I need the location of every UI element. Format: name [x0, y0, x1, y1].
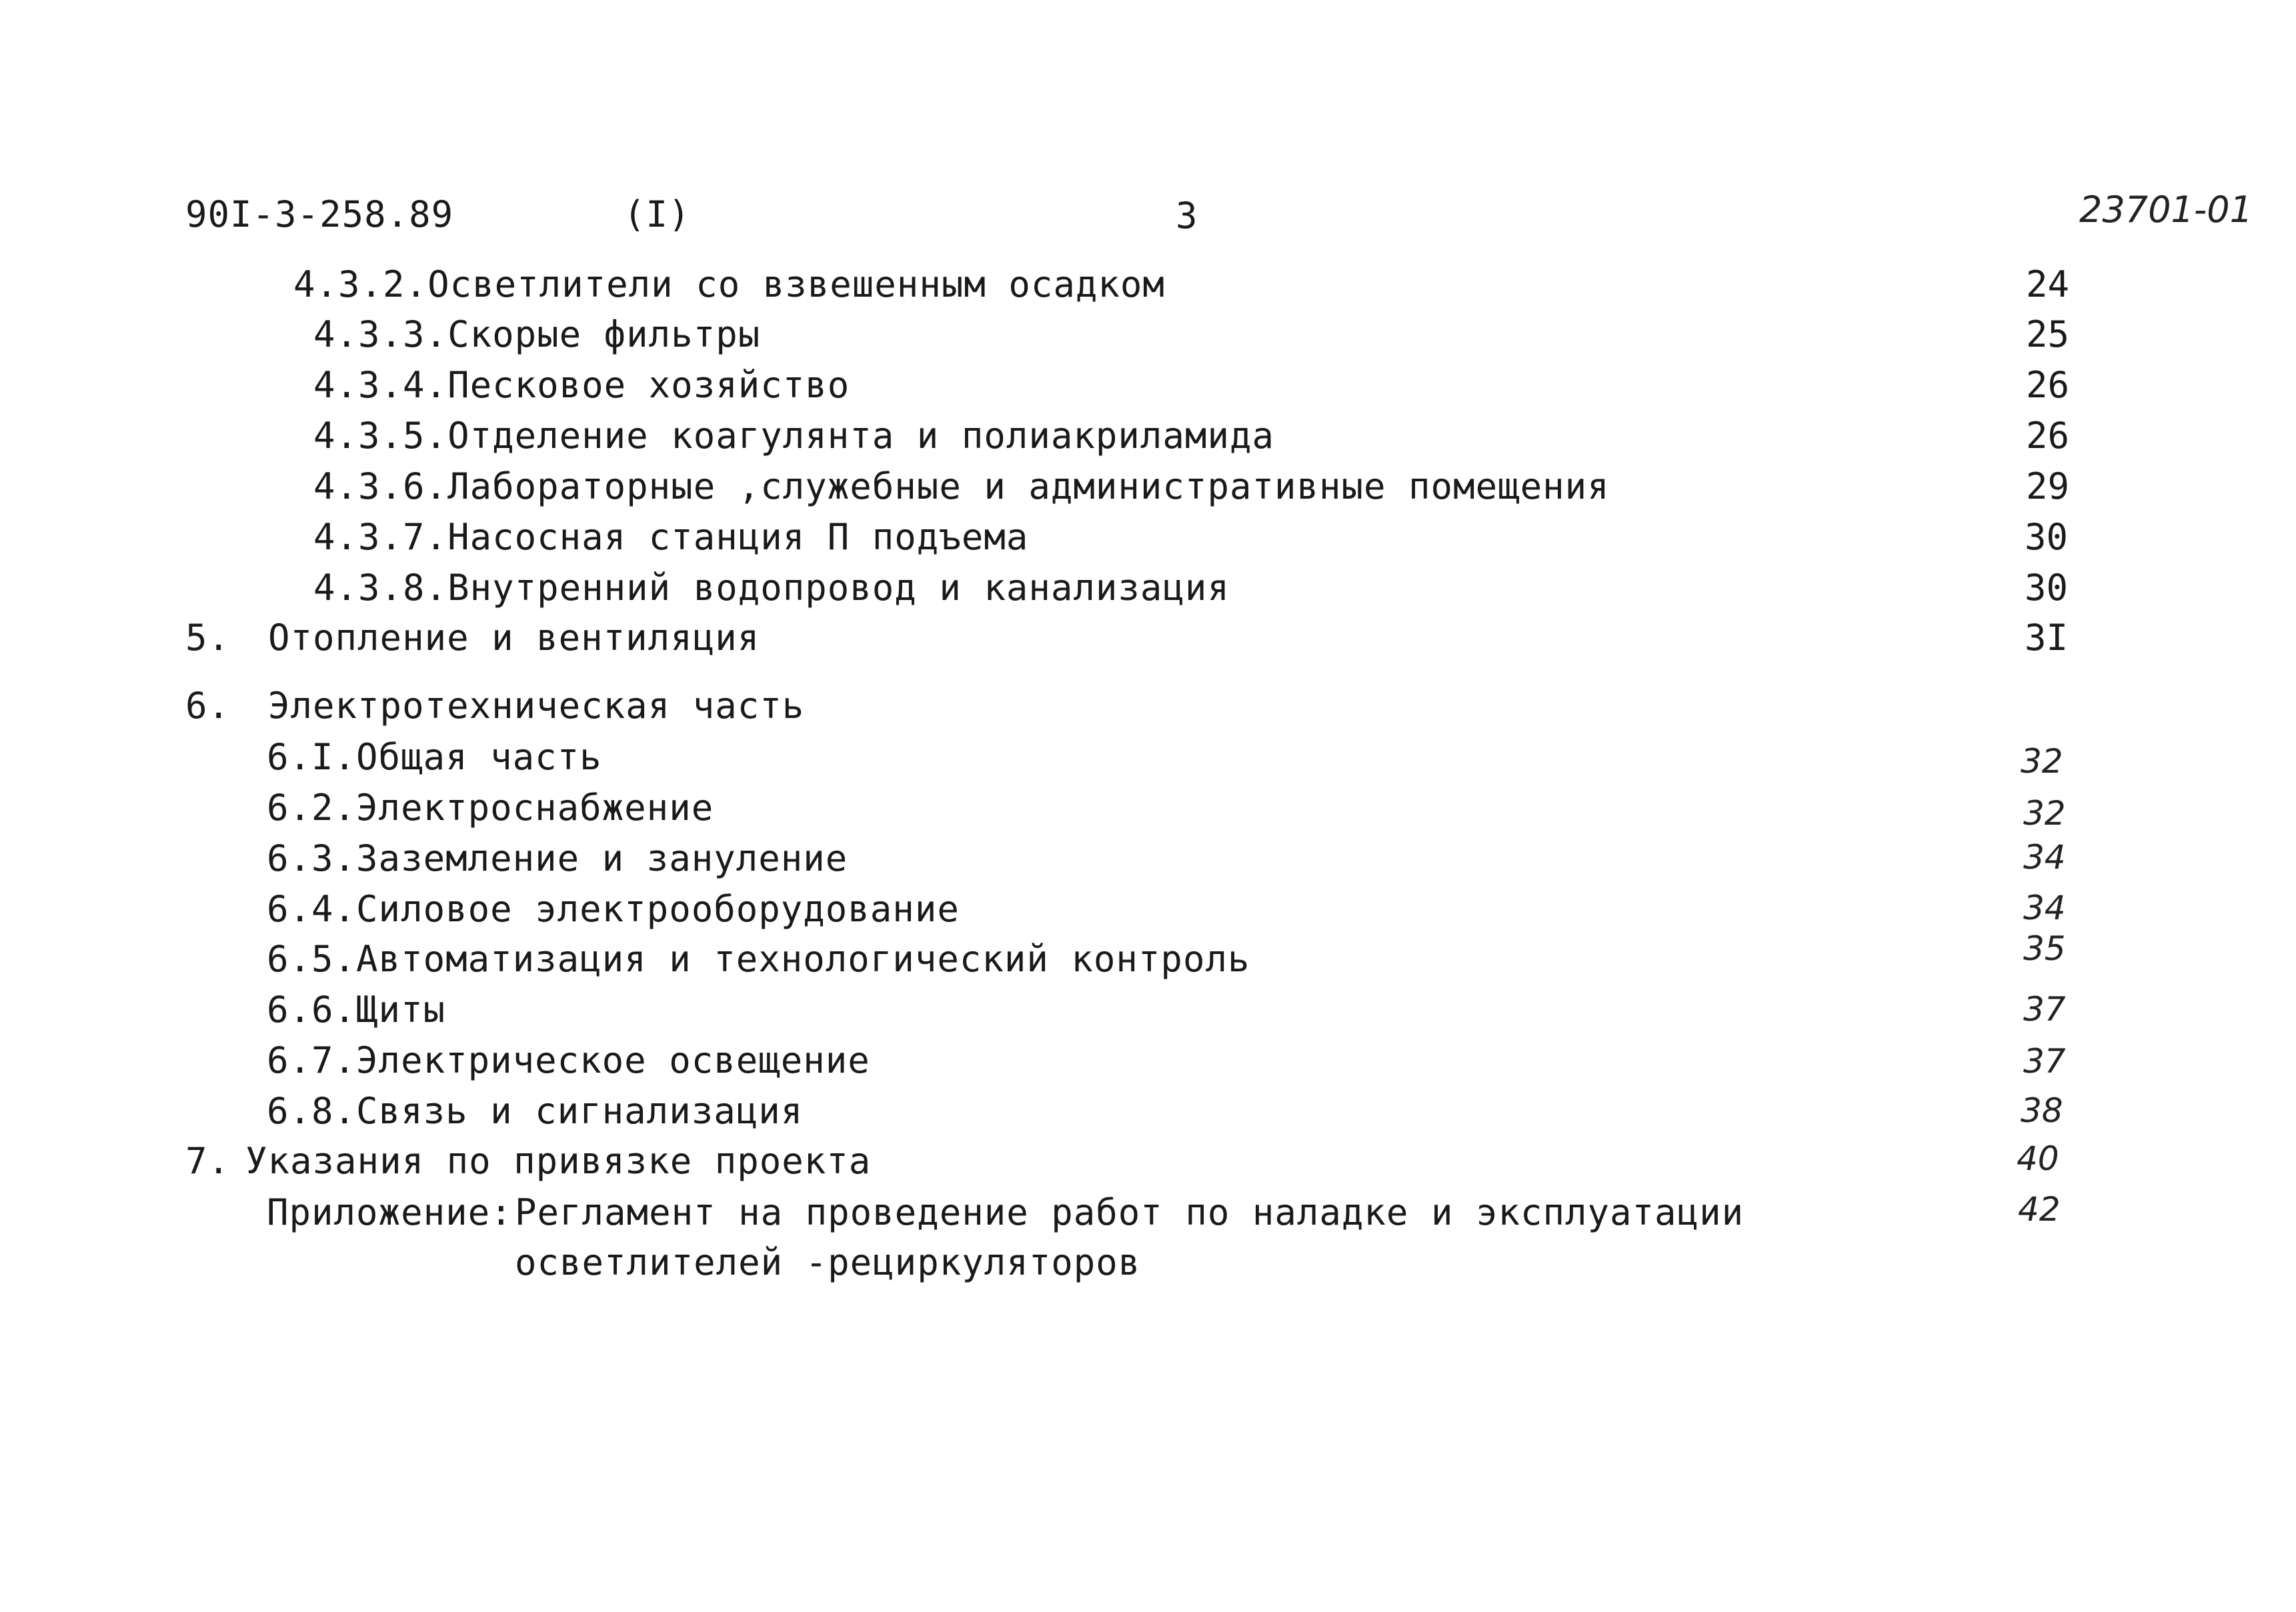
toc-entry-title: Электрическое освещение [356, 1039, 870, 1081]
toc-page-6-2: 32 [2023, 794, 2066, 833]
toc-entry-number: 6.6. [267, 989, 357, 1031]
toc-entry-title: Лабораторные ,служебные и административные помещения [447, 465, 1610, 507]
toc-entry-number: 6.7. [267, 1039, 357, 1081]
toc-entry-6-1 [267, 736, 602, 779]
toc-entry-6-4 [267, 888, 960, 931]
toc-entry-number: 4.3.8. [313, 567, 448, 609]
toc-entry-number: 4.3.6. [313, 465, 448, 507]
toc-page-7: 40 [2017, 1139, 2059, 1178]
toc-entry-number: 4.3.2. [293, 263, 428, 305]
toc-entry-6-title: Электротехническая часть [268, 685, 805, 727]
toc-entry-title: Осветлители со взвешенным осадком [427, 263, 1165, 305]
toc-entry-title: Внутренний водопровод и канализация [447, 567, 1230, 609]
toc-entry-title: Силовое электрооборудование [356, 888, 960, 930]
toc-entry-title: Автоматизация и технологический контроль [356, 938, 1250, 980]
appendix-label: Приложение: [267, 1191, 513, 1233]
toc-page-6-6: 37 [2023, 990, 2066, 1029]
toc-entry-title: Отделение коагулянта и полиакриламида [447, 415, 1274, 457]
appendix-page: 42 [2018, 1190, 2061, 1229]
appendix-title-line2: осветлителей -рециркуляторов [515, 1241, 1141, 1283]
toc-entry-6-3 [267, 837, 848, 880]
toc-entry-number: 6. [185, 685, 231, 727]
toc-entry-4-3-6 [313, 465, 1610, 508]
toc-entry-title: Электроснабжение [356, 787, 714, 829]
toc-entry-title: Насосная станция П подъема [447, 516, 1029, 558]
toc-page-6-8: 38 [2021, 1091, 2063, 1130]
toc-page-6-5: 35 [2023, 929, 2066, 968]
toc-entry-number: 6.8. [267, 1090, 357, 1132]
toc-page-4-3-6: 29 [2026, 465, 2070, 507]
volume-number: (I) [624, 193, 691, 235]
toc-page-6-4: 34 [2023, 889, 2066, 927]
doc-code: 90I-3-258.89 [185, 193, 454, 235]
toc-entry-6-5 [267, 938, 1250, 981]
toc-entry-5-title: Отопление и вентиляция [268, 617, 760, 659]
toc-entry-title: Общая часть [356, 736, 602, 778]
toc-entry-number: 4.3.5. [313, 415, 448, 457]
toc-page-4-3-3: 25 [2026, 313, 2070, 355]
toc-entry-number: 5. [185, 617, 231, 659]
toc-entry-title: Заземление и зануление [356, 837, 848, 879]
toc-page-4-3-7: 30 [2025, 516, 2069, 558]
toc-entry-number: 7. [185, 1140, 231, 1182]
toc-entry-number: 6.5. [267, 938, 357, 980]
toc-entry-5 [185, 617, 230, 659]
toc-entry-number: 4.3.4. [313, 364, 448, 406]
toc-page-4-3-8: 30 [2025, 567, 2069, 609]
toc-entry-number: 6.4. [267, 888, 357, 930]
toc-entry-title: Щиты [356, 989, 446, 1031]
appendix-title-line1: Регламент на проведение работ по наладке и эксплуатации [515, 1191, 1745, 1233]
toc-entry-title: Связь и сигнализация [356, 1090, 804, 1132]
toc-entry-6-7 [267, 1039, 870, 1082]
archive-number: 23701-01 [2079, 189, 2253, 231]
toc-entry-7 [185, 1140, 230, 1183]
toc-page-6-3: 34 [2023, 838, 2066, 877]
toc-page-4-3-4: 26 [2026, 364, 2070, 406]
toc-page-4-3-2: 24 [2026, 263, 2070, 305]
toc-page-6-7: 37 [2023, 1042, 2066, 1081]
toc-entry-7-title: Указания по привязке проекта [245, 1140, 872, 1182]
toc-page-6-1: 32 [2021, 742, 2063, 781]
toc-entry-6-6 [267, 989, 445, 1031]
toc-entry-4-3-8 [313, 567, 1230, 609]
toc-entry-title: Скорые фильтры [447, 313, 761, 355]
toc-entry-4-3-5 [313, 415, 1274, 457]
toc-page-5: 3I [2025, 617, 2069, 659]
toc-entry-6-8 [267, 1090, 803, 1133]
toc-entry-number: 6.I. [267, 736, 357, 778]
toc-page-4-3-5: 26 [2026, 415, 2070, 457]
toc-entry-title: Песковое хозяйство [447, 364, 850, 406]
toc-entry-number: 6.3. [267, 837, 357, 879]
toc-entry-4-3-3 [313, 313, 760, 356]
toc-entry-6-2 [267, 787, 714, 829]
toc-entry-4-3-7 [313, 516, 1028, 559]
toc-entry-4-3-2 [293, 263, 1165, 306]
toc-entry-number: 6.2. [267, 787, 357, 829]
toc-entry-6 [185, 685, 230, 727]
page-number: 3 [1176, 195, 1198, 237]
toc-entry-number: 4.3.7. [313, 516, 448, 558]
toc-entry-number: 4.3.3. [313, 313, 448, 355]
toc-entry-4-3-4 [313, 364, 850, 407]
